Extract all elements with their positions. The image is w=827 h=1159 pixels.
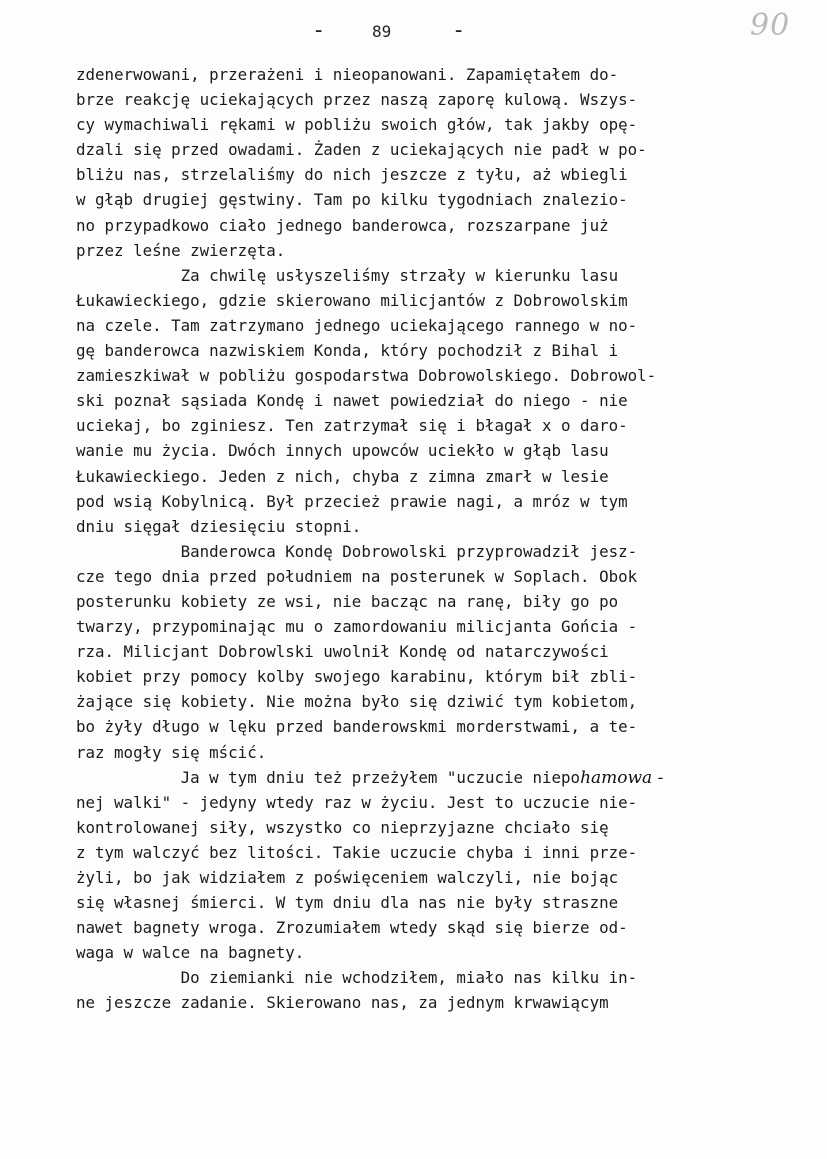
text-line: nej walki" - jedyny wtedy raz w życiu. Jest to uczucie nie- xyxy=(76,792,638,812)
text-line: wanie mu życia. Dwóch innych upowców uciekło w głąb lasu xyxy=(76,441,609,461)
archive-page-number: 90 xyxy=(750,8,791,43)
text-line: waga w walce na bagnety. xyxy=(76,943,305,963)
text-line: cy wymachiwali rękami w pobliżu swoich głów, tak jakby opę- xyxy=(76,115,638,135)
text-line: kontrolowanej siły, wszystko co nieprzyjazne chciało się xyxy=(76,817,609,837)
text-line: w głąb drugiej gęstwiny. Tam po kilku tygodniach znalezio- xyxy=(76,190,628,210)
text-line-start: Ja w tym dniu też przeżyłem "uczucie niepo xyxy=(76,767,581,787)
text-line: nawet bagnety wroga. Zrozumiałem wtedy skąd się bierze od- xyxy=(76,918,628,938)
text-line: przez leśne zwierzęta. xyxy=(76,240,286,260)
text-line: gę banderowca nazwiskiem Konda, który pochodził z Bihal i xyxy=(76,341,619,361)
text-line-with-insert xyxy=(76,765,756,790)
page-number: 89 xyxy=(372,22,392,41)
text-line: bliżu nas, strzelaliśmy do nich jeszcze z tyłu, aż wbiegli xyxy=(76,165,628,185)
text-line: posterunku kobiety ze wsi, nie bacząc na ranę, biły go po xyxy=(76,591,619,611)
text-line: dniu sięgał dziesięciu stopni. xyxy=(76,516,362,536)
page-number-dash-left: - xyxy=(312,18,326,43)
text-line: ski poznał sąsiada Kondę i nawet powiedział do niego - nie xyxy=(76,391,628,411)
text-line: na czele. Tam zatrzymano jednego uciekającego rannego w no- xyxy=(76,315,638,335)
text-line: bo żyły długo w lęku przed banderowskmi morderstwami, a te- xyxy=(76,717,638,737)
page-number-dash-right: - xyxy=(452,18,466,43)
text-line: rza. Milicjant Dobrowlski uwolnił Kondę od natarczywości xyxy=(76,642,609,662)
text-line: zdenerwowani, przerażeni i nieopanowani. Zapamiętałem do- xyxy=(76,65,619,84)
text-line: uciekaj, bo zginiesz. Ten zatrzymał się i błagał x o daro- xyxy=(76,416,628,436)
text-line: Za chwilę usłyszeliśmy strzały w kierunku lasu xyxy=(76,265,619,285)
text-line: brze reakcję uciekających przez naszą zaporę kulową. Wszys- xyxy=(76,90,638,110)
text-line: dzali się przed owadami. Żaden z uciekających nie padł w po- xyxy=(76,140,647,160)
text-line: żyli, bo jak widziałem z poświęceniem walczyli, nie bojąc xyxy=(76,868,619,887)
text-line: cze tego dnia przed południem na posterunek w Soplach. Obok xyxy=(76,566,638,586)
text-line: Banderowca Kondę Dobrowolski przyprowadził jesz- xyxy=(76,541,638,561)
text-line: zamieszkiwał w pobliżu gospodarstwa Dobrowolskiego. Dobrowol- xyxy=(76,366,657,386)
handwritten-insert: hamowa - xyxy=(580,767,664,788)
text-line: Łukawieckiego. Jeden z nich, chyba z zimna zmarł w lesie xyxy=(76,466,609,486)
text-line: się własnej śmierci. W tym dniu dla nas nie były straszne xyxy=(76,893,619,913)
text-line: żające się kobiety. Nie można było się dziwić tym kobietom, xyxy=(76,692,638,712)
text-line: ne jeszcze zadanie. Skierowano nas, za jednym krwawiącym xyxy=(76,993,609,1013)
text-line: Łukawieckiego, gdzie skierowano milicjantów z Dobrowolskim xyxy=(76,290,628,310)
text-line: Do ziemianki nie wchodziłem, miało nas kilku in- xyxy=(76,968,638,988)
text-line: raz mogły się mścić. xyxy=(76,742,267,762)
text-line: twarzy, przypominając mu o zamordowaniu milicjanta Gońcia - xyxy=(76,617,638,637)
text-line: kobiet przy pomocy kolby swojego karabinu, którym bił zbli- xyxy=(76,667,638,687)
text-line: pod wsią Kobylnicą. Był przecież prawie nagi, a mróz w tym xyxy=(76,491,628,511)
typewritten-body xyxy=(76,62,756,1016)
text-line: z tym walczyć bez litości. Takie uczucie chyba i inni prze- xyxy=(76,842,638,862)
text-line: no przypadkowo ciało jednego banderowca, rozszarpane już xyxy=(76,215,609,235)
